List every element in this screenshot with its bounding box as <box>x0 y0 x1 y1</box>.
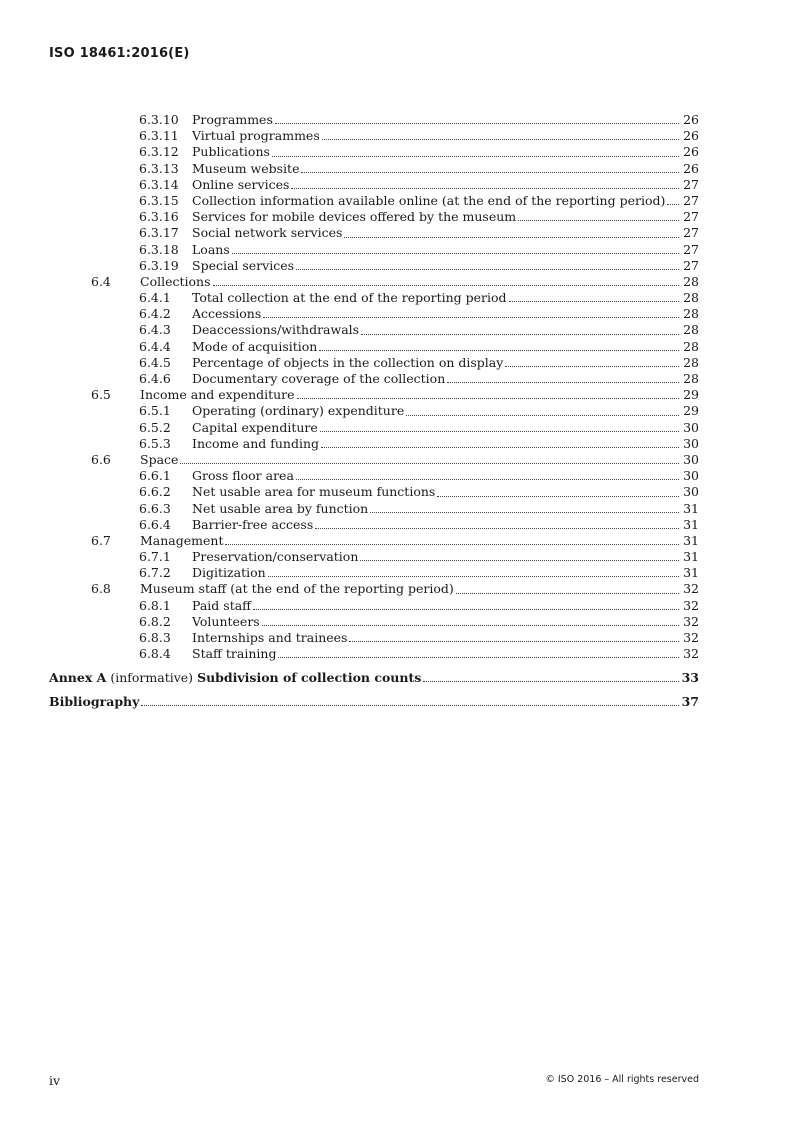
toc-entry-title: Digitization <box>192 565 266 581</box>
toc-entry-page-number: 28 <box>683 371 699 386</box>
toc-entry-page-number: 28 <box>683 306 699 322</box>
toc-entry-number: 6.6.4 <box>139 516 171 532</box>
toc-entry-number: 6.4.6 <box>139 371 171 386</box>
toc-entry-title: Barrier-free access <box>192 516 314 532</box>
toc-entry[interactable] <box>49 371 699 387</box>
leader-dots <box>296 268 679 270</box>
leader-dots <box>275 122 679 124</box>
toc-entry-page-number: 31 <box>683 516 699 532</box>
leader-dots <box>360 559 679 561</box>
toc-entry-number: 6.5.2 <box>139 419 171 435</box>
toc-bibliography-entry[interactable] <box>49 694 699 710</box>
toc-entry[interactable] <box>49 646 699 662</box>
leader-dots <box>268 575 679 577</box>
toc-entry-title: Net usable area for museum functions <box>192 484 436 500</box>
toc-entry-page-number: 27 <box>683 225 699 241</box>
toc-entry-page-number: 29 <box>683 403 699 419</box>
toc-entry-page-number: 30 <box>683 419 699 435</box>
toc-entry[interactable] <box>49 598 699 614</box>
toc-entry-title: Internships and trainees <box>192 630 348 645</box>
toc-entry[interactable] <box>49 533 699 549</box>
toc-entry-page-number: 31 <box>683 500 699 516</box>
leader-dots <box>272 155 679 157</box>
toc-entry-page-number: 31 <box>683 532 699 548</box>
toc-entry-page-number: 28 <box>683 290 699 306</box>
toc-entry-number: 6.4.2 <box>139 306 171 322</box>
toc-entry[interactable] <box>49 565 699 581</box>
toc-entry-title: Space <box>140 451 179 467</box>
toc-entry[interactable] <box>49 306 699 322</box>
toc-annex-entry[interactable] <box>49 670 699 686</box>
leader-dots <box>322 138 679 140</box>
leader-dots <box>141 705 679 706</box>
toc-entry[interactable] <box>49 436 699 452</box>
toc-entry-title: Capital expenditure <box>192 419 318 435</box>
toc-entry-number: 6.3.15 <box>139 192 179 208</box>
toc-entry[interactable] <box>49 549 699 565</box>
toc-entry-title: Museum website <box>192 160 300 176</box>
toc-entry[interactable] <box>49 193 699 209</box>
leader-dots <box>361 333 679 335</box>
toc-entry-title: Accessions <box>192 306 262 322</box>
toc-entry[interactable] <box>49 387 699 403</box>
toc-entry-title: Social network services <box>192 225 343 241</box>
toc-entry-page-number: 32 <box>683 630 699 645</box>
toc-entry-page-number: 32 <box>683 597 699 613</box>
toc-entry-title: Publications <box>192 144 270 160</box>
toc-entry-number: 6.6 <box>91 451 111 467</box>
toc-entry-number: 6.4.1 <box>139 290 171 306</box>
leader-dots <box>296 478 679 480</box>
toc-entry-title: Income and funding <box>192 435 319 451</box>
leader-dots <box>667 203 679 205</box>
toc-entry-title: Loans <box>192 241 230 257</box>
toc-entry-title: Virtual programmes <box>192 128 320 144</box>
toc-entry-number: 6.7.1 <box>139 549 171 565</box>
toc-entry[interactable] <box>49 274 699 290</box>
toc-entry-number: 6.3.19 <box>139 257 179 273</box>
toc-entry-number: 6.3.17 <box>139 225 179 241</box>
toc-entry-title: Percentage of objects in the collection on display <box>192 354 504 370</box>
leader-dots <box>253 608 679 610</box>
copyright-notice: © ISO 2016 – All rights reserved <box>545 1074 699 1085</box>
toc-entry-page-number: 26 <box>683 128 699 144</box>
toc-entry-number: 6.4.3 <box>139 322 171 338</box>
toc-entry-title: Special services <box>192 257 295 273</box>
leader-dots <box>319 349 679 351</box>
toc-entry-title: Volunteers <box>192 613 260 629</box>
toc-entry-title: Services for mobile devices offered by the museum <box>192 209 517 225</box>
toc-entry-title: Programmes <box>192 112 273 127</box>
bibliography-page-number: 37 <box>681 694 699 710</box>
toc-entry-number: 6.5 <box>91 387 111 403</box>
leader-dots <box>232 252 679 254</box>
toc-entry-number: 6.5.1 <box>139 403 171 419</box>
leader-dots <box>456 592 679 594</box>
toc-entry[interactable] <box>49 161 699 177</box>
toc-entry[interactable] <box>49 128 699 144</box>
toc-entry-page-number: 32 <box>683 581 699 597</box>
toc-entry-page-number: 28 <box>683 338 699 354</box>
annex-page-number: 33 <box>681 670 699 686</box>
toc-entry-title: Operating (ordinary) expenditure <box>192 403 405 419</box>
toc-entry-title: Management <box>140 532 224 548</box>
leader-dots <box>509 300 679 302</box>
toc-entry-title: Preservation/conservation <box>192 549 359 565</box>
toc-entry-number: 6.7.2 <box>139 565 171 581</box>
toc-entry-title: Mode of acquisition <box>192 338 318 354</box>
toc-entry-page-number: 30 <box>683 468 699 484</box>
toc-entry-number: 6.8 <box>91 581 111 597</box>
toc-entry-number: 6.8.2 <box>139 613 171 629</box>
toc-entry-number: 6.6.3 <box>139 500 171 516</box>
toc-entry[interactable] <box>49 630 699 646</box>
toc-entry-number: 6.7 <box>91 532 111 548</box>
toc-entry-page-number: 28 <box>683 354 699 370</box>
toc-entry-page-number: 32 <box>683 613 699 629</box>
toc-entry-page-number: 26 <box>683 160 699 176</box>
toc-entry-title: Staff training <box>192 646 277 662</box>
leader-dots <box>344 236 679 238</box>
page-number: iv <box>49 1073 61 1088</box>
leader-dots <box>370 511 679 513</box>
toc-entry[interactable] <box>49 177 699 193</box>
toc-entry-number: 6.5.3 <box>139 435 171 451</box>
annex-qualifier: (informative) <box>110 670 194 686</box>
leader-dots <box>349 640 679 642</box>
leader-dots <box>447 381 679 383</box>
leader-dots <box>406 414 679 416</box>
toc-entry-page-number: 27 <box>683 192 699 208</box>
leader-dots <box>518 219 679 221</box>
toc-entry-title: Online services <box>192 176 290 192</box>
toc-entry-number: 6.3.11 <box>139 128 179 144</box>
leader-dots <box>225 543 679 545</box>
toc-entry-number: 6.3.14 <box>139 176 179 192</box>
table-of-contents <box>49 112 699 710</box>
toc-entry-number: 6.3.12 <box>139 144 179 160</box>
toc-entry-number: 6.6.2 <box>139 484 171 500</box>
toc-entry-page-number: 27 <box>683 176 699 192</box>
toc-entry[interactable] <box>49 452 699 468</box>
toc-entry-title: Collections <box>140 273 211 289</box>
toc-entry-number: 6.3.18 <box>139 241 179 257</box>
toc-entry-title: Deaccessions/withdrawals <box>192 322 360 338</box>
leader-dots <box>297 397 679 399</box>
toc-entry[interactable] <box>49 468 699 484</box>
toc-entry[interactable] <box>49 144 699 160</box>
toc-entry[interactable] <box>49 484 699 500</box>
toc-entry-title: Net usable area by function <box>192 500 369 516</box>
leader-dots <box>262 624 679 626</box>
toc-entry-title: Paid staff <box>192 597 252 613</box>
toc-entry[interactable] <box>49 581 699 597</box>
toc-entry-page-number: 26 <box>683 144 699 160</box>
toc-entry[interactable] <box>49 242 699 258</box>
leader-dots <box>437 495 679 497</box>
toc-entry-page-number: 30 <box>683 435 699 451</box>
toc-entry[interactable] <box>49 258 699 274</box>
annex-label: Annex A <box>49 670 107 686</box>
toc-entry-number: 6.3.16 <box>139 209 179 225</box>
leader-dots <box>263 316 679 318</box>
leader-dots <box>321 446 679 448</box>
leader-dots <box>301 171 679 173</box>
toc-entries <box>49 112 699 662</box>
toc-entry-page-number: 27 <box>683 241 699 257</box>
toc-entry-page-number: 31 <box>683 549 699 565</box>
annex-title: Subdivision of collection counts <box>197 670 422 686</box>
toc-entry-number: 6.6.1 <box>139 468 171 484</box>
toc-entry-number: 6.4.4 <box>139 338 171 354</box>
toc-entry-number: 6.4.5 <box>139 354 171 370</box>
toc-entry-title: Collection information available online (at the end of the reporting period) <box>192 192 666 208</box>
toc-entry[interactable] <box>49 339 699 355</box>
toc-entry-page-number: 28 <box>683 273 699 289</box>
toc-entry-page-number: 27 <box>683 257 699 273</box>
leader-dots <box>180 462 679 464</box>
toc-entry-page-number: 26 <box>683 112 699 127</box>
toc-entry-number: 6.8.4 <box>139 646 171 662</box>
document-id-header: ISO 18461:2016(E) <box>49 46 190 61</box>
toc-entry[interactable] <box>49 614 699 630</box>
leader-dots <box>423 681 679 682</box>
toc-entry-page-number: 31 <box>683 565 699 581</box>
toc-entry-title: Income and expenditure <box>140 387 295 403</box>
leader-dots <box>315 527 679 529</box>
toc-entry-page-number: 28 <box>683 322 699 338</box>
toc-entry-number: 6.8.1 <box>139 597 171 613</box>
leader-dots <box>278 656 679 658</box>
toc-entry-number: 6.3.13 <box>139 160 179 176</box>
leader-dots <box>505 365 679 367</box>
toc-entry[interactable] <box>49 209 699 225</box>
toc-entry-page-number: 32 <box>683 646 699 662</box>
toc-entry[interactable] <box>49 403 699 419</box>
toc-entry-title: Gross floor area <box>192 468 294 484</box>
toc-entry-page-number: 30 <box>683 484 699 500</box>
toc-entry[interactable] <box>49 501 699 517</box>
leader-dots <box>213 284 680 286</box>
toc-entry-title: Museum staff (at the end of the reporting period) <box>140 581 454 597</box>
toc-entry-page-number: 30 <box>683 451 699 467</box>
toc-entry-page-number: 27 <box>683 209 699 225</box>
toc-entry[interactable] <box>49 112 699 128</box>
toc-entry-number: 6.3.10 <box>139 112 179 127</box>
leader-dots <box>320 430 679 432</box>
bibliography-title: Bibliography <box>49 694 140 710</box>
toc-entry[interactable] <box>49 290 699 306</box>
toc-entry-number: 6.4 <box>91 273 111 289</box>
leader-dots <box>291 187 679 189</box>
toc-entry-title: Total collection at the end of the reporting period <box>192 290 507 306</box>
toc-entry[interactable] <box>49 322 699 338</box>
toc-entry-title: Documentary coverage of the collection <box>192 371 446 386</box>
toc-entry[interactable] <box>49 420 699 436</box>
toc-entry[interactable] <box>49 225 699 241</box>
toc-entry[interactable] <box>49 517 699 533</box>
toc-entry-page-number: 29 <box>683 387 699 403</box>
toc-entry[interactable] <box>49 355 699 371</box>
toc-entry-number: 6.8.3 <box>139 630 171 645</box>
